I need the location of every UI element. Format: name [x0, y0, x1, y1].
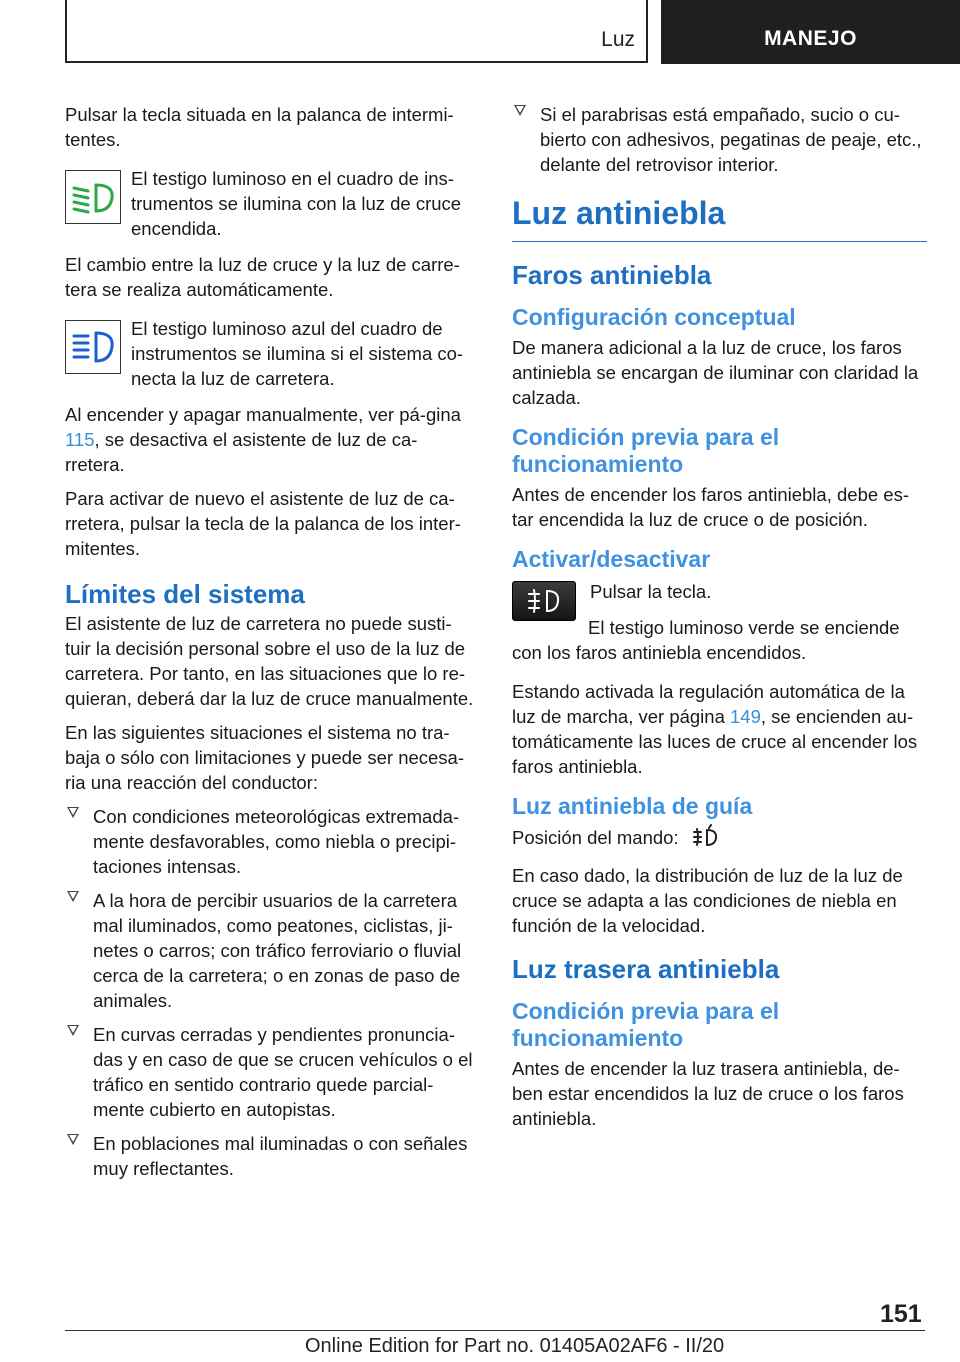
paragraph: El testigo luminoso verde se enciende con los faros antiniebla encendidos.: [512, 617, 900, 663]
bullet-list: [512, 102, 927, 177]
list-item: [65, 1131, 477, 1181]
right-column: [512, 102, 927, 1140]
high-beam-indicator-icon: [65, 320, 121, 374]
bullet-list: [65, 804, 477, 1181]
fog-light-switch-icon: [692, 824, 720, 854]
bullet-triangle-icon: [67, 1025, 79, 1036]
paragraph: [65, 402, 477, 477]
subsection-heading: Luz antiniebla de guía: [512, 793, 753, 819]
page-link[interactable]: 149: [730, 706, 761, 727]
list-item-text: En poblaciones mal iluminadas o con señales muy reflectantes.: [93, 1133, 468, 1179]
indicator-description: El testigo luminoso azul del cuadro de instrumentos se ilumina si el sistema co-necta la luz de carretera.: [131, 318, 464, 389]
subsection-heading: Configuración conceptual: [512, 304, 796, 330]
indicator-row: [65, 316, 477, 391]
paragraph: [512, 824, 927, 854]
list-item-text: Con condiciones meteorológicas extremada-mente desfavorables, como niebla o precipi-taciones intensas.: [93, 806, 460, 877]
indicator-row: [65, 166, 477, 241]
list-item: [65, 804, 477, 879]
footer-edition: Online Edition for Part no. 01405A02AF6 - II/20: [305, 1335, 725, 1357]
page-link[interactable]: 115: [65, 429, 95, 450]
chapter-heading: Luz antiniebla: [512, 195, 927, 242]
paragraph: De manera adicional a la luz de cruce, los faros antiniebla se encargan de iluminar con claridad la calzada.: [512, 337, 919, 408]
bullet-triangle-icon: [67, 891, 79, 902]
text-span: Posición del mando:: [512, 826, 679, 848]
list-item: [65, 888, 477, 1013]
text-span: , se encienden au-tomáticamente las luces de cruce al encender los faros antiniebla.: [512, 706, 918, 777]
text-span: , se desactiva el asistente de luz de ca-rretera.: [65, 429, 418, 475]
paragraph: Para activar de nuevo el asistente de luz de ca-rretera, pulsar la tecla de la palanca de los inter-mitentes.: [65, 488, 461, 559]
list-item: [65, 1022, 477, 1122]
header-frame: [65, 0, 648, 63]
paragraph: Antes de encender la luz trasera antiniebla, de-ben estar encendidos la luz de cruce o los faros antiniebla.: [512, 1058, 904, 1129]
text-span: Al encender y apagar manualmente, ver pá-gina: [65, 404, 461, 425]
header-chapter-tab: MANEJO: [661, 0, 960, 64]
instruction: Pulsar la tecla.: [590, 581, 712, 602]
header-section-title: Luz: [601, 28, 635, 51]
low-beam-indicator-icon: [65, 170, 121, 224]
bullet-triangle-icon: [514, 105, 526, 116]
indicator-description: El testigo luminoso en el cuadro de ins-trumentos se ilumina con la luz de cruce encendida.: [131, 168, 462, 239]
left-column: [65, 102, 477, 1190]
paragraph: En caso dado, la distribución de luz de la luz de cruce se adapta a las condiciones de niebla en función de la velocidad.: [512, 865, 903, 936]
footer-divider: [65, 1330, 925, 1331]
subsection-heading: Activar/desactivar: [512, 546, 711, 572]
paragraph: El asistente de luz de carretera no puede susti-tuir la decisión personal sobre el uso de la luz de carretera. Por tanto, en las situaciones que lo re-quieran, deberá dar la luz de cruce manualmente.: [65, 613, 474, 709]
section-heading: Límites del sistema: [65, 579, 305, 609]
list-item-text: Si el parabrisas está empañado, sucio o cu-bierto con adhesivos, pegatinas de peaje, etc., delante del retrovisor interior.: [540, 104, 922, 175]
paragraph: Antes de encender los faros antiniebla, debe es-tar encendida la luz de cruce o de posición.: [512, 484, 909, 530]
page-number: 151: [880, 1300, 922, 1328]
paragraph: Pulsar la tecla situada en la palanca de intermi-tentes.: [65, 104, 454, 150]
list-item-text: En curvas cerradas y pendientes pronuncia-das y en caso de que se crucen vehículos o el tráfico en sentido contrario quede parcial-mente cubierto en autopistas.: [93, 1024, 473, 1120]
bullet-triangle-icon: [67, 1134, 79, 1145]
list-item-text: A la hora de percibir usuarios de la carretera mal iluminados, como peatones, ciclistas, ji-netes o carros; con tráfico ferroviario o fluvial cerca de la carretera; o en zonas de paso de animales.: [93, 890, 462, 1011]
subsection-heading: Condición previa para el funcionamiento: [512, 424, 780, 477]
paragraph: En las siguientes situaciones el sistema no tra-baja o sólo con limitaciones y puede ser necesa-ria una reacción del conductor:: [65, 722, 465, 793]
subsection-heading: Condición previa para el funcionamiento: [512, 998, 780, 1051]
fog-light-button-icon[interactable]: [512, 581, 576, 621]
bullet-triangle-icon: [67, 807, 79, 818]
section-heading: Luz trasera antiniebla: [512, 954, 780, 984]
text-span: Estando activada la regulación automática de la luz de marcha, ver página: [512, 681, 905, 727]
paragraph: El cambio entre la luz de cruce y la luz de carre-tera se realiza automáticamente.: [65, 254, 460, 300]
paragraph: [512, 679, 927, 779]
section-heading: Faros antiniebla: [512, 260, 712, 290]
list-item: [512, 102, 927, 177]
